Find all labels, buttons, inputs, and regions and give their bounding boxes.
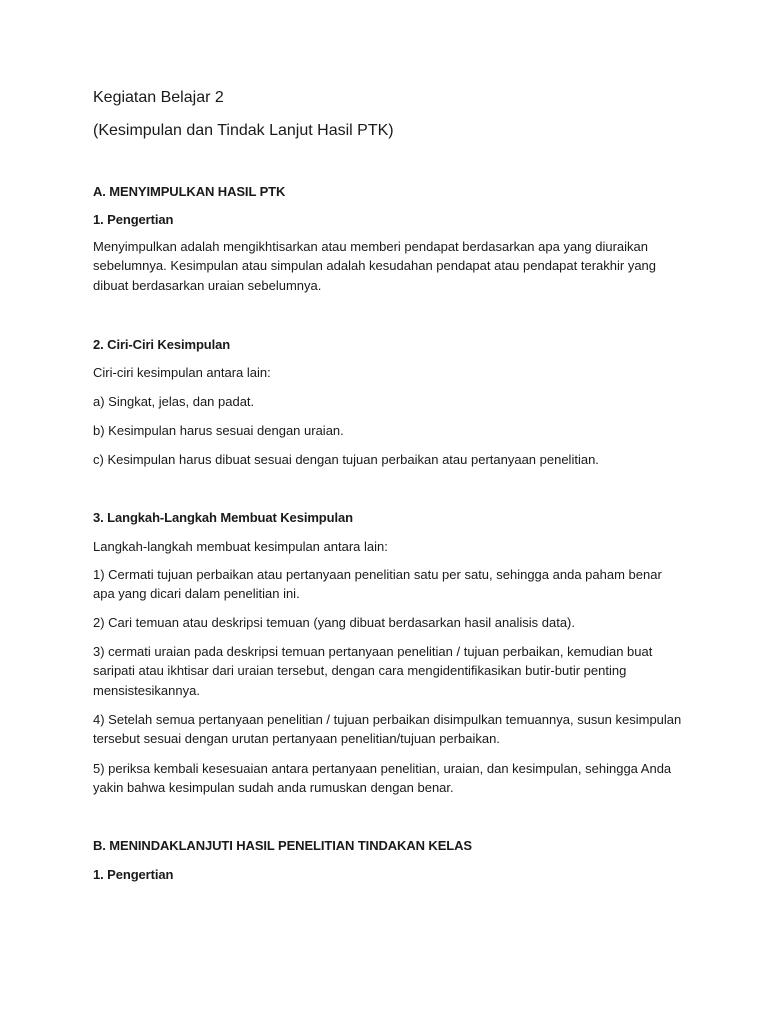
list-item: b) Kesimpulan harus sesuai dengan uraian. [93,423,344,438]
list-item: 4) Setelah semua pertanyaan penelitian / tujuan perbaikan disimpulkan temuannya, susun kesimpulan tersebut sesuai dengan urutan pertanyaan penelitian/tujuan perbaikan. [93,712,682,747]
list-item: 3) cermati uraian pada deskripsi temuan pertanyaan penelitian / tujuan perbaikan, kemudian buat saripati atau ikhtisar dari uraian tersebut, dengan cara mengidentifikasikan butir-butir penting mensistesikannya. [93,644,653,698]
list-item: 2) Cari temuan atau deskripsi temuan (yang dibuat berdasarkan hasil analisis data). [93,615,575,630]
list-item: 5) periksa kembali kesesuaian antara pertanyaan penelitian, uraian, dan kesimpulan, sehingga Anda yakin bahwa kesimpulan sudah anda rumuskan dengan benar. [93,761,672,796]
document-title: Kegiatan Belajar 2 [93,89,224,106]
list-item: a) Singkat, jelas, dan padat. [93,394,255,409]
list-item: c) Kesimpulan harus dibuat sesuai dengan tujuan perbaikan atau pertanyaan penelitian. [93,452,599,467]
section-a-sub2-heading: 2. Ciri-Ciri Kesimpulan [93,337,231,352]
section-a-sub3-intro: Langkah-langkah membuat kesimpulan antara lain: [93,539,388,554]
section-a-sub1-heading: 1. Pengertian [93,212,174,227]
section-a-heading: A. MENYIMPULKAN HASIL PTK [93,184,286,199]
section-b-sub1-heading: 1. Pengertian [93,867,174,882]
section-a-sub3-heading: 3. Langkah-Langkah Membuat Kesimpulan [93,510,353,525]
section-a-sub2-intro: Ciri-ciri kesimpulan antara lain: [93,365,271,380]
section-b-heading: B. MENINDAKLANJUTI HASIL PENELITIAN TINDAKAN KELAS [93,838,472,853]
list-item: 1) Cermati tujuan perbaikan atau pertanyaan penelitian satu per satu, sehingga anda paham benar apa yang dicari dalam penelitian ini. [93,567,662,602]
section-a-sub1-paragraph: Menyimpulkan adalah mengikhtisarkan atau memberi pendapat berdasarkan apa yang diuraikan sebelumnya. Kesimpulan atau simpulan adalah kesudahan pendapat atau pendapat terakhir yang dibuat berdasarkan uraian sebelumnya. [93,239,657,293]
document-subtitle: (Kesimpulan dan Tindak Lanjut Hasil PTK) [93,122,394,139]
